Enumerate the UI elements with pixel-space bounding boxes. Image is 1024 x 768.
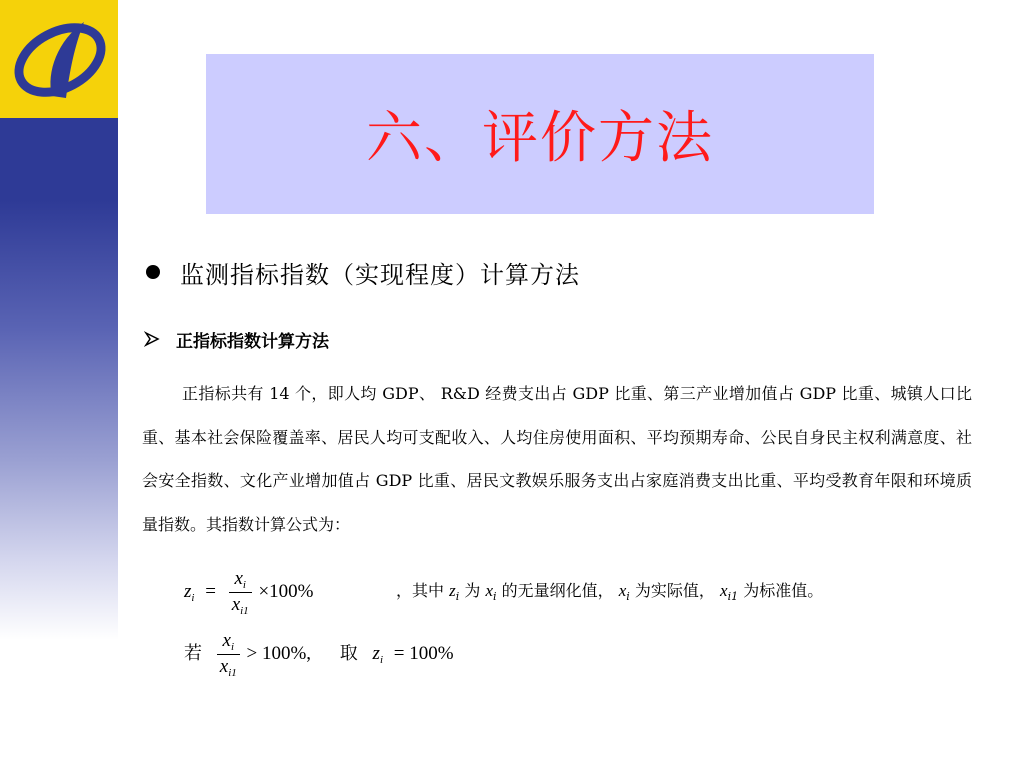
institution-logo-icon (0, 0, 118, 118)
formula-1: $z_i$ = $\frac{x_i}{x_{i1}}$ ×100% (184, 568, 314, 617)
body-paragraph: 正指标共有 14 个，即人均 GDP、 R&D 经费支出占 GDP 比重、第三产业增加值占 GDP 比重、城镇人口比重、基本社会保险覆盖率、居民人均可支配收入、人均住房使用面积、平均预期寿命、公民自身民主权利满意度、社会安全指数、文化产业增加值占 GDP 比重、居民文教娱乐服务支出占家庭消费支出比重、平均受教育年限和环境质量指数。其指数计算公式为： (142, 384, 972, 534)
formula-2-fraction: $\frac{x_i}{x_{i1}}$ (217, 630, 240, 679)
title-banner (206, 54, 874, 214)
formula-1-explanation: ，其中 $z_i$ 为 $x_i$ 的无量纲化值， $x_i$ 为实际值， $x_{i1}$ 为标准值。 (396, 581, 824, 603)
main-bullet-text: 监测指标指数（实现程度）计算方法 (180, 260, 580, 289)
filled-circle-bullet-icon (146, 265, 160, 279)
formula-2: 若 $\frac{x_i}{x_{i1}}$ > 100%, 取 $z_i = 100\%$ (184, 630, 454, 679)
logo-panel (0, 0, 118, 118)
arrowhead-bullet-icon (144, 331, 160, 347)
main-bullet (146, 252, 580, 292)
formula-1-fraction: $\frac{x_i}{x_{i1}}$ (229, 568, 252, 617)
slide-title: 六、评价方法 (366, 106, 714, 171)
sub-bullet (144, 324, 329, 354)
sub-bullet-text: 正指标指数计算方法 (176, 331, 329, 352)
